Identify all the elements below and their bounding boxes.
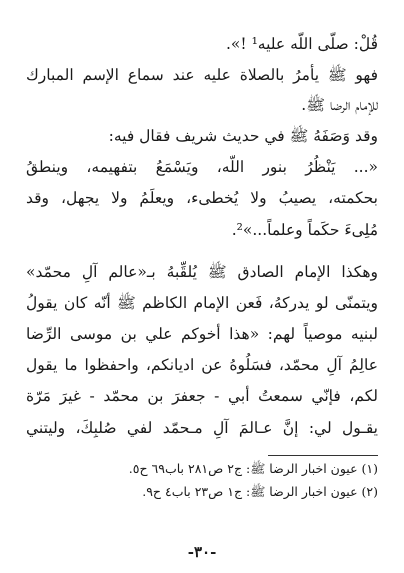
body-line-6: بحكمته، يصيبُ ولا يُخطىء، ويعلَمُ ولا يجهل، وقد	[26, 189, 378, 207]
body-line-3: للإمام الرضا ﷺ.	[301, 96, 378, 114]
body-line-7: مُلِىءَ حكَماً وعلماً...»².	[231, 221, 378, 239]
body-line-8: وهكذا الإمام الصادق ﷺ يُلقِّبهُ بـ«عالم آلِ محمّد»	[26, 263, 378, 281]
page-number: -٣٠-	[187, 543, 217, 561]
body-line-5: «... يَنْظُرُ بنور اللّه، ويَسْمَعُ بتفهيمه، وينطقُ	[26, 158, 378, 176]
footnote-separator	[268, 455, 378, 456]
body-line-1: قُلْ: صلّى اللّه عليه¹ !».	[226, 35, 378, 53]
footnote-2: (٢) عيون اخبار الرضا ﷺ: ج١ ص٢٣ باب٤ ح٩.	[142, 484, 378, 499]
body-line-10: لبنيه موصياً لهم: «هذا أخوكم علي بن موسى الرِّضا	[26, 325, 378, 343]
body-line-9: ويتمنّى لو يدركهُ، فَعن الإمام الكاظم ﷺ أنّه كان يقولُ	[26, 294, 378, 312]
body-line-11: عالِمُ آلِ محمّد، فسَلُوهُ عن اديانكم، واحفظوا ما يقول	[26, 356, 378, 374]
body-line-4: وقد وَصَفَهُ ﷺ في حديث شريف فقال فيه:	[108, 127, 378, 145]
body-line-12: لكم، فإنّي سمعتُ أبي - جعفرَ بن محمّد - غيرَ مَرّة	[26, 387, 378, 405]
body-line-2: فهو ﷺ يأمرُ بالصلاة عليه عند سماع الإسم المبارك	[26, 66, 378, 84]
body-line-13: يقـول لي: إنَّ عـالمَ آلِ مـحمّد لفي صُلبِكَ، وليتني	[26, 419, 378, 437]
footnote-1: (١) عيون اخبار الرضا ﷺ: ج٢ ص٢٨١ باب٦٩ ح٥.	[128, 461, 378, 476]
